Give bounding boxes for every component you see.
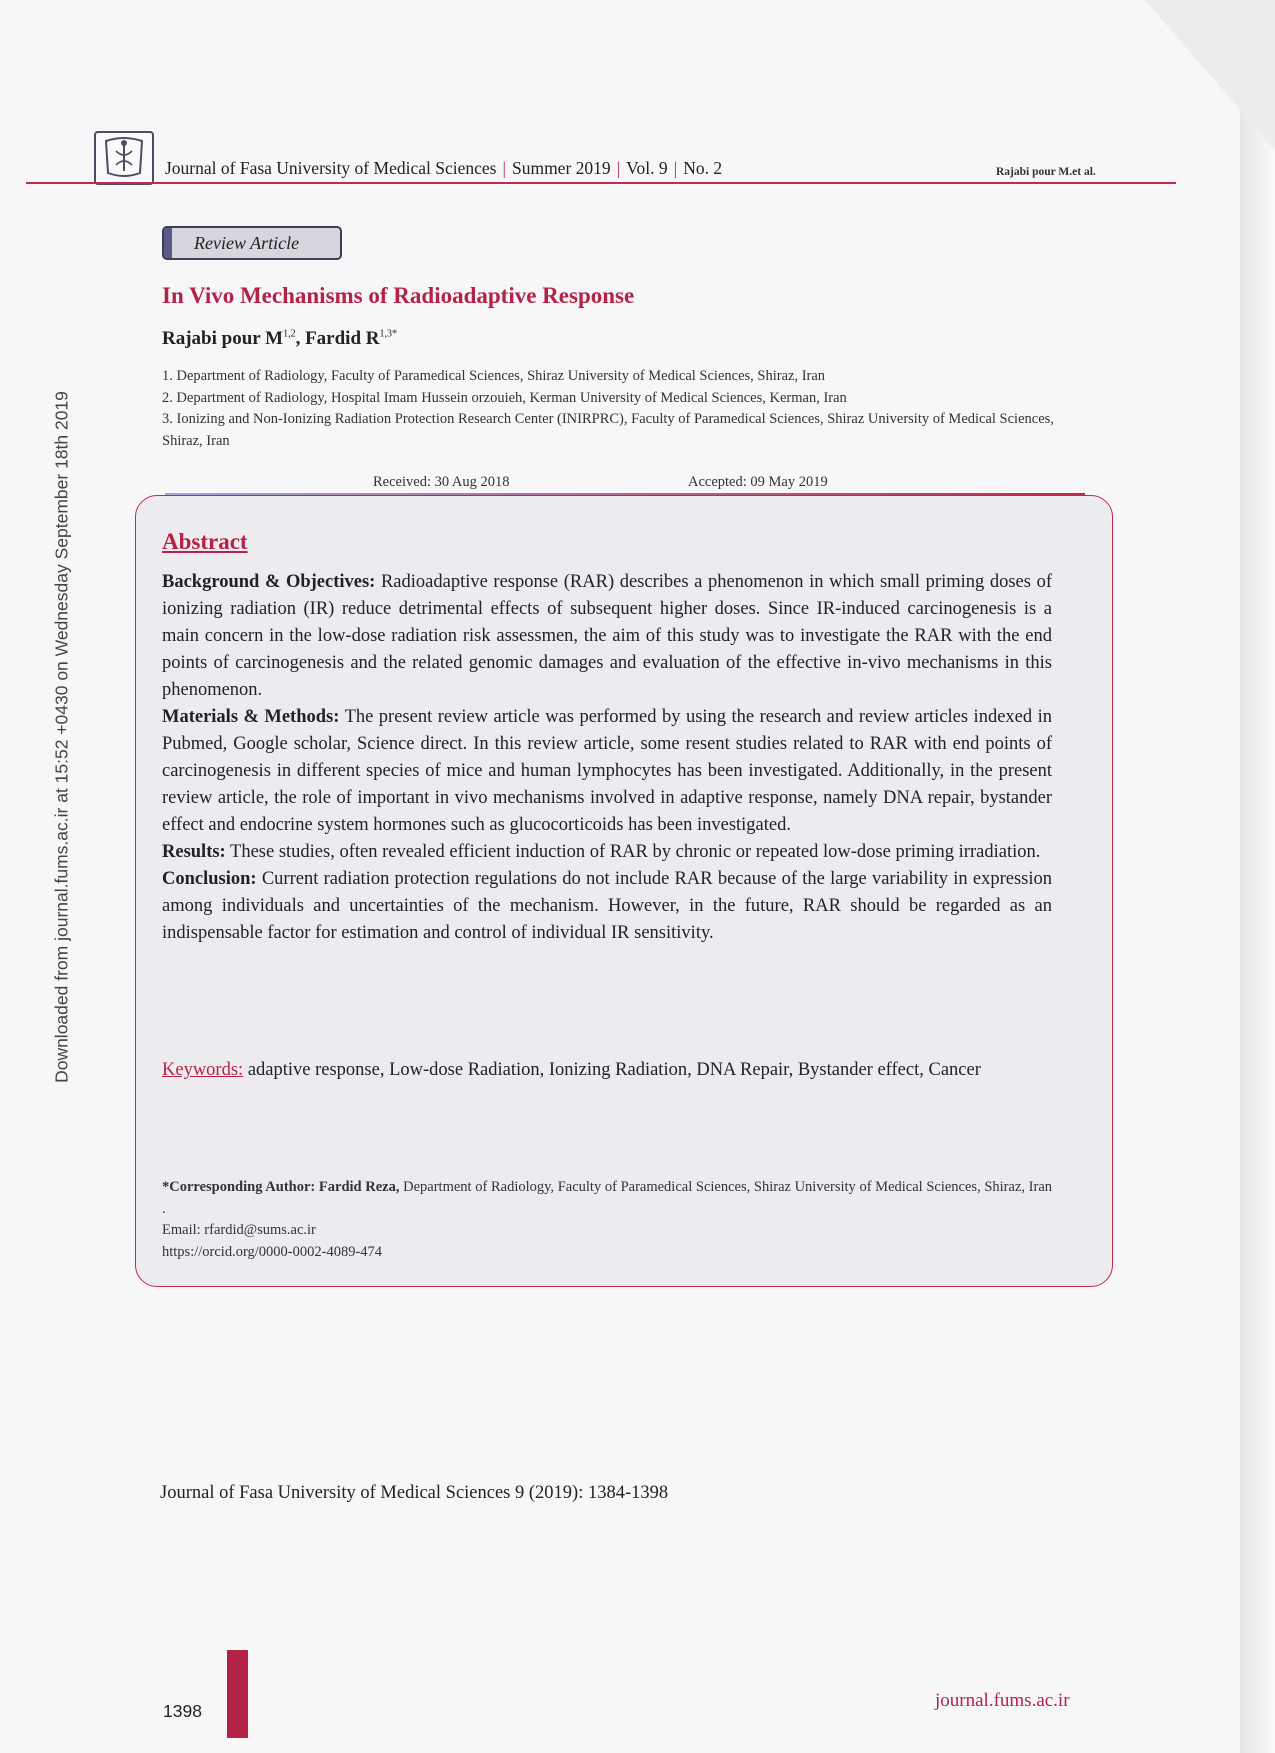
affiliation-1: 1. Department of Radiology, Faculty of Paramedical Sciences, Shiraz University of Medical Sciences, Shiraz, Iran <box>162 368 826 384</box>
affiliation-3: 3. Ionizing and Non-Ionizing Radiation Protection Research Center (INIRPRC), Faculty of Paramedical Sciences, Shiraz University of Medical Sciences, Shiraz, Iran <box>162 411 1054 449</box>
journal-header: Journal of Fasa University of Medical Sciences | Summer 2019 | Vol. 9 | No. 2 <box>165 158 723 178</box>
page-number-bar <box>227 1650 248 1738</box>
download-stamp: Downloaded from journal.fums.ac.ir at 15:52 +0430 on Wednesday September 18th 2019 <box>51 391 72 1083</box>
author-2: Fardid R <box>305 328 380 349</box>
corresponding-line <box>162 1177 1052 1220</box>
accepted-date: Accepted: 09 May 2019 <box>688 474 828 490</box>
author-1-affil: 1,2 <box>283 328 296 340</box>
authors <box>162 328 397 350</box>
keywords-text: adaptive response, Low-dose Radiation, Ionizing Radiation, DNA Repair, Bystander effect, Cancer <box>243 1060 981 1080</box>
section-text: Current radiation protection regulations do not include RAR because of the large variability in expression among individuals and uncertainties of the mechanism. However, in the future, RAR should be regarded as an indispensable factor for estimation and control of individual IR sensitivity. <box>162 869 1052 943</box>
abstract-methods <box>162 704 1052 839</box>
header-rule <box>26 182 1176 184</box>
journal-number: No. 2 <box>683 158 723 178</box>
received-date: Received: 30 Aug 2018 <box>373 474 510 490</box>
page-number: 1398 <box>163 1701 202 1721</box>
affiliation-2: 2. Department of Radiology, Hospital Imam Hussein orzouieh, Kerman University of Medical Sciences, Kerman, Iran <box>162 389 847 406</box>
journal-website: journal.fums.ac.ir <box>935 1690 1070 1711</box>
journal-volume: Vol. 9 <box>626 158 668 178</box>
abstract-results <box>162 839 1052 866</box>
corresponding-author <box>162 1177 1052 1263</box>
article-title: In Vivo Mechanisms of Radioadaptive Response <box>162 283 635 308</box>
abstract-heading: Abstract <box>162 529 248 554</box>
section-label: Results: <box>162 842 226 862</box>
corresponding-email: Email: rfardid@sums.ac.ir <box>162 1222 316 1238</box>
running-head: Rajabi pour M.et al. <box>996 166 1096 178</box>
section-label: Materials & Methods: <box>162 707 340 727</box>
section-text: Radioadaptive response (RAR) describes a phenomenon in which small priming doses of ionizing radiation (IR) reduce detrimental effects of subsequent higher doses. Since IR-induced carcinogenesis is a main concern in the low-dose radiation risk assessmen, the aim of this study was to investigate the RAR with the end points of carcinogenesis and the related genomic damages and evaluation of the effective in-vivo mechanisms in this phenomenon. <box>162 572 1052 700</box>
keywords <box>162 1057 1052 1084</box>
page-fold <box>1145 0 1275 150</box>
keywords-label: Keywords: <box>162 1060 244 1080</box>
author-separator: , <box>295 328 306 349</box>
citation: Journal of Fasa University of Medical Sciences 9 (2019): 1384-1398 <box>160 1483 669 1503</box>
article-type: Review Article <box>194 233 300 253</box>
journal-logo-icon <box>94 131 154 185</box>
abstract-body <box>162 569 1052 947</box>
article-type-badge <box>162 226 342 260</box>
author-1: Rajabi pour M <box>162 328 284 349</box>
affiliations <box>162 366 1062 452</box>
corresponding-orcid: https://orcid.org/0000-0002-4089-474 <box>162 1243 383 1260</box>
corresponding-name: Fardid Reza, <box>315 1179 400 1195</box>
corresponding-address: Department of Radiology, Faculty of Paramedical Sciences, Shiraz University of Medical Sciences, Shiraz, Iran . <box>162 1179 1053 1217</box>
abstract-conclusion <box>162 866 1052 947</box>
section-label: Conclusion: <box>162 869 257 889</box>
section-label: Background & Objectives: <box>162 572 376 592</box>
section-text: These studies, often revealed efficient induction of RAR by chronic or repeated low-dose priming irradiation. <box>225 842 1041 862</box>
author-2-affil: 1,3* <box>379 328 397 340</box>
journal-issue: Summer 2019 <box>511 158 611 178</box>
journal-name: Journal of Fasa University of Medical Sciences <box>165 158 497 178</box>
corresponding-label: *Corresponding Author: <box>162 1179 316 1195</box>
abstract-background <box>162 569 1052 704</box>
section-text: The present review article was performed by using the research and review articles indexed in Pubmed, Google scholar, Science direct. In this review article, some resent studies related to RAR with end points of carcinogenesis in different species of mice and human lymphocytes has been investigated. Additionally, in the present review article, the role of important in vivo mechanisms involved in adaptive response, namely DNA repair, bystander effect and endocrine system hormones such as glucocorticoids has been investigated. <box>162 707 1052 835</box>
page-edge <box>1240 0 1275 1753</box>
